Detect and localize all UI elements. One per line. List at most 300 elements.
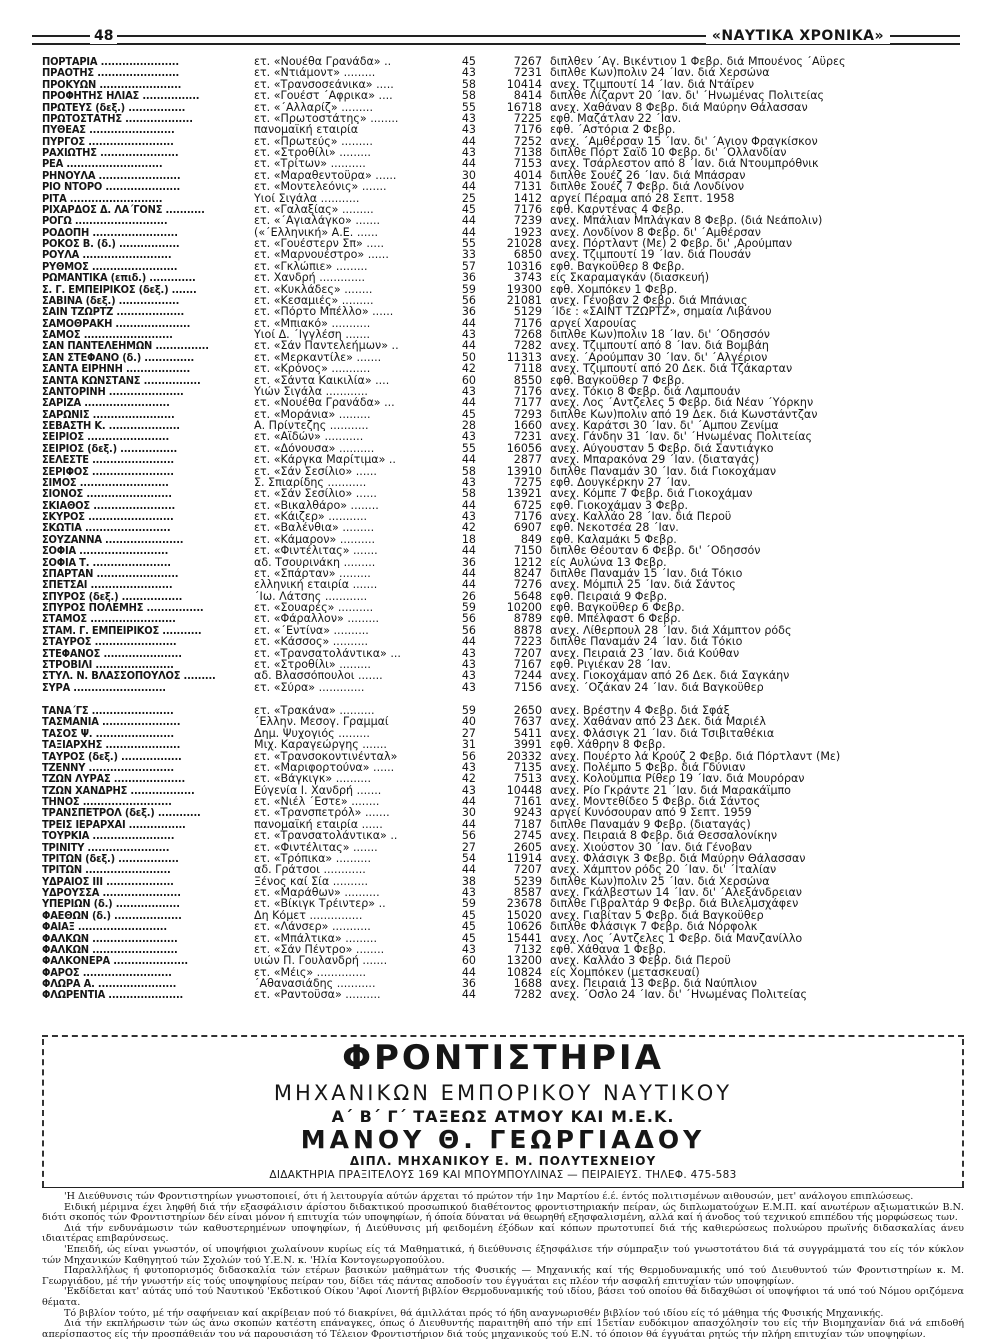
ship-code: 44: [461, 636, 476, 648]
ship-code: 42: [461, 363, 476, 375]
ship-code: 44: [461, 317, 476, 329]
ad-subtitle: ΜΗΧΑΝΙΚΩΝ ΕΜΠΟΡΙΚΟΥ ΝΑΥΤΙΚΟΥ: [273, 1081, 733, 1105]
ship-tonnage: 7176: [513, 317, 542, 329]
ship-name: ΣΠΥΡΟΣ ΠΟΛΕΜΗΣ ................: [42, 602, 204, 614]
ship-status: είς Χομπόκεν (μετασκευαί): [550, 966, 700, 978]
ship-owner: ετ. «Βαλένθια» .........: [254, 522, 375, 534]
table-row: [42, 921, 962, 932]
ad-paragraph: 'Η Διεύθυνσις τών Φροντιστηρίων γνωστοποιεί, ότι ή λειτουργία αύτών άρχεται τό πρώτον τήν 1ην Μαρτίου έ.έ. έντός πολιτισμένων αιθουσών, μετ' ανάλογου επιπλώσεως.: [64, 1191, 914, 1202]
ship-status: εφθ. Νεκοτσέα 28 ΄Ιαν.: [550, 522, 679, 534]
ship-code: 36: [461, 556, 476, 568]
ship-owner: ετ. «Μαριφορτούνα» ......: [254, 761, 395, 774]
ship-code: 44: [461, 181, 476, 193]
ship-tonnage: 20332: [506, 750, 542, 762]
table-row: [42, 500, 962, 511]
ship-owner: ετ. «΄Αγιαλάγκο» .......: [254, 215, 381, 227]
ship-name: ΣΑΝΤΑ ΕΙΡΗΝΗ ..................: [42, 363, 191, 375]
ship-tonnage: 7223: [513, 636, 542, 648]
ship-owner: ετ. «Γαλαξίας» .........: [254, 203, 374, 216]
ship-owner: ετ. «Μέις» ..............: [254, 966, 367, 978]
ad-degree: ΔΙΠΛ. ΜΗΧΑΝΙΚΟΥ Ε. Μ. ΠΟΛΥΤΕΧΝΕΙΟΥ: [349, 1154, 657, 1168]
ship-owner: ετ. «Τρανσοσεάνικα» .....: [254, 78, 394, 91]
ship-name: ΤΡΑΝΣΠΕΤΡΟΛ (δεξ.) ............: [42, 807, 201, 819]
ship-owner: ετ. «Σάν Πέντρο» ........: [254, 943, 385, 956]
ship-owner: ετ. «Τρανσπετρόλ» .......: [254, 807, 390, 819]
ship-tonnage: 8414: [513, 90, 542, 102]
table-row: [42, 751, 962, 762]
ad-address: ΔΙΔΑΚΤΗΡΙΑ ΠΡΑΞΙΤΕΛΟΥΣ 169 ΚΑΙ ΜΠΟΥΜΠΟΥΛΙΝΑΣ — ΠΕΙΡΑΙΕΥΣ. ΤΗΛΕΦ. 475-583: [269, 1169, 737, 1181]
ship-tonnage: 7207: [513, 647, 542, 659]
ship-status: διπλθε Κων)πολιν 25 ΄Ιαν. διά Χερσώνα: [550, 875, 770, 887]
ship-tonnage: 13921: [506, 488, 542, 500]
table-row: [42, 238, 962, 249]
ship-owner: ετ. «Κυκλάδες» ........: [254, 283, 373, 295]
table-row: [42, 557, 962, 568]
ship-owner: («΄Ελληνική» Α.Ε. ......: [254, 226, 379, 238]
table-row: [42, 306, 962, 317]
ship-name: ΣΑΝΤΟΡΙΝΗ .....................: [42, 385, 184, 398]
ship-name: Σ. Γ. ΕΜΠΕΙΡΙΚΟΣ (δεξ.) .......: [42, 283, 197, 295]
ship-code: 43: [461, 943, 476, 956]
ship-owner: ετ. «Μερκαντίλε» .......: [254, 351, 382, 364]
ship-owner: ετ. «Κάσσος» ..........: [254, 636, 369, 648]
table-row: [42, 318, 962, 329]
table-row: [42, 147, 962, 158]
ship-tonnage: 7282: [513, 340, 542, 352]
ship-status: ανεχ. Λονδίνον 8 Φεβρ. δι' ΄Αμθέρσαν: [550, 226, 761, 238]
ship-tonnage: 7135: [513, 761, 542, 774]
ship-code: 42: [461, 773, 476, 785]
ship-owner: ετ. «Μοράνια» .........: [254, 408, 371, 420]
ship-tonnage: 1212: [513, 556, 542, 568]
ship-status: διπλθεν ΄Αγ. Βικέντιον 1 Φεβρ. διά Μπουένος ΄Αϋρες: [550, 56, 846, 68]
ship-code: 40: [461, 716, 476, 728]
ship-code: 45: [461, 203, 476, 216]
ship-code: 55: [461, 442, 476, 455]
ship-code: 59: [461, 705, 476, 717]
ship-name: ΣΤΥΛ. Ν. ΒΛΑΣΣΟΠΟΥΛΟΣ .........: [42, 670, 216, 682]
table-row: [42, 545, 962, 556]
ship-name: ΣΕΛΕΣΤΕ .......................: [42, 454, 174, 466]
ship-status: αργεί Πέραμα από 28 Σεπτ. 1958: [550, 192, 735, 204]
ship-owner: Σ. Σπιαρίδης ...........: [254, 476, 367, 489]
ship-status: ανεχ. Καλλάο 3 Φεβρ. διά Περοΰ: [550, 955, 731, 967]
ship-code: 43: [461, 431, 476, 443]
ship-name: ΣΟΦΙΑ .........................: [42, 545, 169, 557]
ship-code: 43: [461, 647, 476, 659]
ship-owner: ετ. «Πρωτοστάτης» ........: [254, 112, 399, 125]
table-row: [42, 409, 962, 420]
ship-name: ΥΠΕΡΙΩΝ (δ.) ..................: [42, 898, 180, 910]
ship-name: ΣΑΜΟΣ .........................: [42, 329, 173, 341]
table-row: [42, 659, 962, 670]
ship-tonnage: 849: [520, 533, 542, 546]
ship-status: εφθ. Καρντένας 4 Φεβρ.: [550, 203, 685, 216]
journal-title: «ΝΑΥΤΙΚΑ ΧΡΟΝΙΚΑ»: [706, 28, 890, 44]
table-row: [42, 534, 962, 545]
table-row: [42, 716, 962, 727]
ship-name: ΤΑΞΙΑΡΧΗΣ .....................: [42, 739, 181, 751]
ship-tonnage: 10824: [506, 966, 542, 978]
table-row: [42, 830, 962, 841]
ad-paragraph: Ειδική μέριμνα έχει ληφθή διά τήν εξασφάλισιν άρίστου διδακτικού προσωπικού διαθέτοντος φροντιστηριακήν πείραν, ώς διπλωματούχων Ε.Μ.Π. καί ανωτέρων αξιωματικών Β.Ν. διότι σκοπός τών Φροντιστηρίων δέν είναι μόνον ή επιτυχία τών υποψηφίων, ή όποία δύναται νά θεωρηθή εξησφαλισμένη, αλλά καί ή άνοδος τού τεχνικού επιπέδου τής μορφώσεως των.: [42, 1201, 964, 1224]
ship-tonnage: 8789: [513, 613, 542, 625]
ship-code: 43: [461, 761, 476, 774]
ship-status: διπλθε Παναμάν 30 ΄Ιαν. διά Γιοκοχάμαν: [550, 465, 777, 477]
ship-status: εφθ. Βαγκοΰθερ 6 Φεβρ.: [550, 602, 685, 614]
ship-code: 44: [461, 135, 476, 147]
ship-status: ανεχ. Μπάλιαν Μπλάγκαν 8 Φεβρ. (διά Νεάπολιν): [550, 215, 823, 227]
ship-status: διπλθε Παναμάν 15 ΄Ιαν. διά Τόκιο: [550, 567, 743, 580]
ship-status: εφθ. Βαγκοΰθερ 8 Φεβρ.: [550, 260, 685, 273]
ship-name: ΣΕΒΑΣΤΗ Κ. ....................: [42, 420, 180, 432]
ship-tonnage: 10448: [506, 784, 542, 796]
ship-code: 56: [461, 613, 476, 625]
ship-tonnage: 6850: [513, 249, 542, 261]
ship-status: ανεχ. Αύγουσταν 5 Φεβρ. διά Σαντιάγκο: [550, 442, 774, 455]
table-row: [42, 705, 962, 716]
ship-owner: ΄Ιω. Λάτσης ............: [254, 590, 368, 602]
ship-status: ανεχ. Λίθερπουλ 28 ΄Ιαν. διά Χάμπτον ρόδς: [550, 624, 792, 637]
ship-tonnage: 4014: [513, 169, 542, 182]
table-row: [42, 227, 962, 238]
ship-status: ανεχ. Γκάλβεστων 14 ΄Ιαν. δι' ΄Αλεξάνδρειαν: [550, 887, 802, 899]
ship-code: 18: [461, 533, 476, 546]
ship-status: είς Αυλώνα 13 Φεβρ.: [550, 556, 667, 568]
ship-name: ΠΥΘΕΑΣ ........................: [42, 124, 175, 136]
ship-name: ΡΟΔΟΠΗ ........................: [42, 226, 178, 238]
ship-owner: ετ. «Σάν Σεσίλιο» ......: [254, 488, 377, 500]
ship-code: 38: [461, 875, 476, 887]
ship-status: ανεχ. Φλάσιγκ 21 ΄Ιαν. διά Τσιβιταθέκια: [550, 727, 775, 740]
ship-code: 45: [461, 932, 476, 944]
ship-tonnage: 7207: [513, 864, 542, 876]
ship-tonnage: 16056: [506, 442, 542, 455]
ad-top-border: [42, 1035, 964, 1037]
ship-tonnage: 7268: [513, 329, 542, 341]
ship-status: ανεχ. Πειραιά 23 ΄Ιαν. διά Κούθαν: [550, 647, 740, 659]
table-row: [42, 284, 962, 295]
ship-name: ΤΑΝΑ΄ΓΣ .......................: [42, 705, 174, 717]
ship-tonnage: 2877: [513, 454, 542, 466]
ship-owner: ετ. «Σάν Παντελεήμων» ..: [254, 340, 399, 352]
ship-name: ΤΡΙΝΙΤΥ .......................: [42, 841, 170, 853]
ship-tonnage: 6907: [513, 522, 542, 534]
ship-tonnage: 7293: [513, 408, 542, 420]
table-row: [42, 785, 962, 796]
ship-tonnage: 9243: [513, 807, 542, 819]
ship-name: ΣΠΑΡΤΑΝ .......................: [42, 567, 179, 580]
ship-owner: ετ. «Νιέλ ΄Εστε» ........: [254, 796, 380, 808]
ship-code: 43: [461, 670, 476, 682]
ship-status: ανεχ. Βρέστην 4 Φεβρ. διά Σφάξ: [550, 705, 730, 717]
ship-tonnage: 10316: [506, 260, 542, 273]
table-row: [42, 728, 962, 739]
ship-code: 43: [461, 385, 476, 398]
table-row: [42, 978, 962, 989]
ship-tonnage: 15020: [506, 909, 542, 922]
table-row: [42, 79, 962, 90]
ship-status: ανεχ. Μπαρακόνα 29 ΄Ιαν. (διαταγάς): [550, 454, 760, 466]
ship-code: 33: [461, 249, 476, 261]
table-row: [42, 420, 962, 431]
ship-name: ΣΕΙΡΙΟΣ .......................: [42, 431, 170, 443]
ad-classes: Α΄ Β΄ Γ΄ ΤΑΞΕΩΣ ΑΤΜΟΥ ΚΑΙ Μ.Ε.Κ.: [331, 1107, 675, 1126]
ship-name: ΡΩΜΑΝΤΙΚΑ (επιδ.) .............: [42, 272, 196, 284]
ship-code: 44: [461, 796, 476, 808]
ship-status: διπλθε Φλάσιγκ 7 Φεβρ. διά Νόρφολκ: [550, 921, 758, 933]
ship-status: εφθ. Δουγκέρκην 27 ΄Ιαν.: [550, 476, 691, 489]
table-row: [42, 193, 962, 204]
ship-tonnage: 13910: [506, 465, 542, 477]
ship-owner: ετ. «Τρανσατολάντικα» ...: [254, 647, 401, 659]
ship-tonnage: 7513: [513, 773, 542, 785]
ship-name: ΤΑΣΟΣ Ψ. ......................: [42, 727, 174, 740]
ship-status: ανεχ. Καλλάο 28 ΄Ιαν. διά Περοΰ: [550, 511, 732, 523]
ship-code: 43: [461, 887, 476, 899]
table-row: [42, 807, 962, 818]
ship-tonnage: 7637: [513, 716, 542, 728]
ad-paragraph: Παραλλήλως ή φυτοπορισμός διδασκαλία τών ετέρων βασικών μαθημάτων τής Φυσικής — Μηχανικής καί τής Θερμοδυναμικής υπό τού Διευθυντού τών Φροντιστηρίων κ. Μ. Γεωργιάδου, μέ τήν γνωστήν είς τούς υποψηφίους πείραν του, δίδει τάς πάντας αποδοσίν του έγγυάται εις πλέον τήν ασφαλή επιτυχίαν τών υποψηφίων.: [42, 1265, 964, 1287]
ship-owner: ετ. «Σπάρταν» .........: [254, 567, 371, 580]
ship-status: ανεχ. Χάμπτον ρόδς 20 ΄Ιαν. δι' ΄Ιταλίαν: [550, 864, 777, 876]
ship-name: ΡΟΥΛΑ .........................: [42, 249, 172, 261]
ship-tonnage: 7239: [513, 215, 542, 227]
ship-name: ΡΙΟ ΝΤΟΡΟ .....................: [42, 181, 181, 193]
ship-tonnage: 7244: [513, 670, 542, 682]
table-row: [42, 386, 962, 397]
ship-name: ΣΑΡΩΝΙΣ .......................: [42, 408, 175, 420]
ship-tonnage: 10626: [506, 921, 542, 933]
table-row: [42, 682, 962, 693]
ship-code: 44: [461, 545, 476, 557]
ship-tonnage: 2650: [513, 705, 542, 717]
ship-tonnage: 2605: [513, 841, 542, 853]
table-row: [42, 625, 962, 636]
ship-name: ΤΟΥΡΚΙΑ .......................: [42, 830, 175, 842]
ship-name: ΣΑΝ ΣΤΕΦΑΝΟ (δ.) ..............: [42, 351, 195, 364]
ship-tonnage: 10414: [506, 78, 542, 91]
ship-status: ανεχ. Κόμπε 7 Φεβρ. διά Γιοκοχάμαν: [550, 488, 753, 500]
ship-code: 31: [461, 739, 476, 751]
ship-tonnage: 7150: [513, 545, 542, 557]
ship-status: εφθ. ΄Αστόρια 2 Φεβρ.: [550, 124, 676, 136]
ship-code: 43: [461, 329, 476, 341]
ship-name: ΠΥΡΓΟΣ ........................: [42, 135, 174, 147]
ship-status: ανεχ. Γένοβαν 2 Φεβρ. διά Μπάνιας: [550, 294, 748, 307]
ship-code: 43: [461, 124, 476, 136]
table-row: [42, 773, 962, 784]
ship-name: ΡΟΓΩ ..........................: [42, 215, 168, 227]
table-row: [42, 340, 962, 351]
ship-status: διπλθε Λίζαρντ 20 ΄Ιαν. δι' ΄Ηνωμένας Πολιτείας: [550, 90, 825, 102]
ship-owner: ετ. «Βίκιγκ Τρέιντερ» ..: [254, 898, 386, 910]
ship-status: ανεχ. Λος ΄Αντζελες 1 Φεβρ. διά Μανζανίλλο: [550, 932, 803, 944]
table-row: [42, 762, 962, 773]
ship-name: ΦΑΕΘΩΝ (δ.) ...................: [42, 909, 182, 922]
ship-owner: Μιχ. Καραγεώργης .......: [254, 739, 387, 751]
ship-status: ανεχ. Μόμπιλ 25 ΄Ιαν. διά Σάντος: [550, 579, 736, 591]
ship-status: ανεχ. ΄Αμθέρσαν 15 ΄Ιαν. δι' ΄Αγιον Φραγκίσκον: [550, 135, 818, 147]
ship-name: ΣΑΒΙΝΑ (δεξ.) .................: [42, 294, 180, 307]
ship-status: εφθ. Μαζάτλαν 22 ΄Ιαν.: [550, 112, 682, 125]
ship-owner: ετ. «Δόνουσα» ..........: [254, 442, 375, 455]
ship-status: ανεχ. Πόρτλαντ (Με) 2 Φεβρ. δι' ,Αρούμπαν: [550, 238, 793, 250]
ship-status: εφθ. Καλαμάκι 5 Φεβρ.: [550, 533, 677, 546]
ship-code: 43: [461, 147, 476, 159]
ship-status: διπλθε Κων)πολιν 24 ΄Ιαν. διά Χερσώνα: [550, 67, 770, 79]
ship-name: ΦΑΡΟΣ .........................: [42, 966, 172, 978]
ship-code: 58: [461, 465, 476, 477]
table-row: [42, 591, 962, 602]
table-row: [42, 261, 962, 272]
ship-name: ΣΑΝ ΠΑΝΤΕΛΕΗΜΩΝ ...............: [42, 340, 209, 352]
page-number: 48: [90, 28, 117, 44]
ship-tonnage: 3743: [513, 272, 542, 284]
ship-owner: Εύγενία Ι. Χανδρή .......: [254, 784, 382, 796]
ship-owner: Υιών Σιγάλα ............: [254, 385, 368, 398]
table-row: [42, 967, 962, 978]
ad-paragraph: Διά τήν εκπλήρωσιν τών ώς άνω σκοπών κατέστη επάναγκες, όπως ό Διευθυντής παραιτηθή από τήν επί 15ετίαν ευδόκιμον απασχόλησίν του είς τήν Βιομηχανίαν διά νά επιδοθή απερίσπαστος είς τήν προσπάθειάν του νά παρουσιάση τό Τέλειον Φροντιστήριον διά τούς μηχανικούς τού Ε.Ν. τό όποιον θά έγγυάται ρητώς τήν πλήρη επιτυχίαν τών υποψηφίων.: [42, 1318, 964, 1340]
ship-status: ανεχ. ΄Οσλο 24 ΄Ιαν. δι' ΄Ηνωμένας Πολιτείας: [550, 989, 807, 1001]
ship-code: 44: [461, 567, 476, 580]
ship-owner: ετ. «Γουέστερν Σπ» .....: [254, 238, 385, 250]
ship-status: εφθ. Γιοκοχάμαν 3 Φεβρ.: [550, 499, 688, 511]
ship-owner: ετ. «Πόρτο Μπέλλο» ......: [254, 306, 394, 318]
ship-owner: ετ. «Ραντοΰσα» ..........: [254, 989, 381, 1001]
table-row: [42, 876, 962, 887]
table-row: [42, 944, 962, 955]
ship-code: 55: [461, 101, 476, 113]
ship-name: ΣΤΡΟΒΙΛΙ ......................: [42, 658, 174, 671]
ship-name: ΣΚΥΡΟΣ ........................: [42, 511, 174, 523]
table-row: [42, 363, 962, 374]
ship-name: ΤΡΙΤΩΝ (δεξ.) .................: [42, 852, 179, 865]
ship-tonnage: 3991: [513, 739, 542, 751]
ship-name: ΣΤΕΦΑΝΟΣ ......................: [42, 647, 182, 659]
ship-owner: ετ. «Ντιάμοντ» .........: [254, 67, 376, 79]
ship-name: ΡΗΝΟΥΛΑ .......................: [42, 169, 181, 182]
ship-tonnage: 1688: [513, 978, 542, 990]
ship-name: ΡΕΑ ...........................: [42, 158, 163, 170]
ship-status: ανεχ. Πολέμπο 5 Φεβρ. διά Γδύνιαν: [550, 761, 746, 774]
ship-tonnage: 5129: [513, 306, 542, 318]
ship-tonnage: 7176: [513, 124, 542, 136]
ship-code: 59: [461, 898, 476, 910]
table-row: [42, 989, 962, 1000]
ship-owner: πανομαϊκή εταιρία ......: [254, 818, 383, 831]
ad-paragraph: 'Εκδίδεται κατ' αύτάς υπό τού Ναυτικού 'Εκδοτικού Οίκου 'Αφοί Λιοντή βιβλίον Θερμοδυναμικής τού ιδίου, βάσει τού οποίου θά διδαχθώσι οί υποψήφιοι τά υπό τού Νόμου οριζόμενα θέματα.: [42, 1286, 964, 1308]
ship-name: ΣΚΩΤΙΑ ........................: [42, 522, 171, 534]
ship-code: 44: [461, 340, 476, 352]
ship-owner: ετ. Χανδρή .............: [254, 272, 366, 284]
ship-tonnage: 16718: [506, 101, 542, 113]
ship-status: ανεχ. Φλάσιγκ 3 Φεβρ. διά Μαύρην Θάλασσαν: [550, 852, 806, 865]
ship-owner: πανομαϊκή εταιρία: [254, 124, 359, 136]
ship-tonnage: 7176: [513, 385, 542, 398]
ship-name: ΡΟΚΟΣ Β. (δ.) .................: [42, 238, 180, 250]
ship-owner: ετ. «Κάμαρον» ..........: [254, 533, 376, 546]
ship-tonnage: 7138: [513, 147, 542, 159]
ship-owner: Δημ. Ψυχογιός .........: [254, 727, 370, 740]
table-row: [42, 579, 962, 590]
ship-tonnage: 7252: [513, 135, 542, 147]
ship-status: ανεχ. Λος ΄Αντζελες 5 Φεβρ. διά Νέαν ΄Υόρκην: [550, 397, 814, 409]
ship-name: ΤΖΩΝ ΛΥΡΑΣ ....................: [42, 773, 185, 785]
ship-name: ΡΙΧΑΡΔΟΣ Δ. ΛΑ΄ΓΟΝΣ ...........: [42, 203, 205, 216]
ship-owner: ετ. «Τρανσοκοντινένταλ»: [254, 750, 398, 762]
ship-owner: ετ. «΄Αλλαρίζ» .........: [254, 101, 373, 113]
ship-code: 28: [461, 420, 476, 432]
ship-code: 36: [461, 306, 476, 318]
ship-tonnage: 7231: [513, 431, 542, 443]
ship-status: ανεχ. Χαθάναν από 23 Δεκ. διά Μαριέλ: [550, 716, 766, 728]
ship-status: αργεί Χαρουίας: [550, 317, 637, 329]
ship-tonnage: 7176: [513, 511, 542, 523]
ship-owner: ετ. «Μαρνουέστρο» ......: [254, 249, 389, 261]
ship-code: 54: [461, 852, 476, 865]
ship-code: 55: [461, 238, 476, 250]
ship-tonnage: 7176: [513, 203, 542, 216]
ship-tonnage: 7225: [513, 112, 542, 125]
ship-name: ΤΗΝΟΣ .........................: [42, 796, 172, 808]
ship-owner: ετ. «Σάντα Καικιλία» ....: [254, 374, 390, 386]
ship-code: 44: [461, 226, 476, 238]
ad-body-text: [42, 1192, 964, 1340]
ad-title: ΦΡΟΝΤΙΣΤΗΡΙΑ: [342, 1038, 664, 1078]
ship-owner: ετ. «΄Εντίνα» ..........: [254, 624, 369, 637]
ship-owner: Ξένος καί Σία ..........: [254, 875, 369, 887]
table-row: [42, 853, 962, 864]
ship-code: 57: [461, 260, 476, 273]
table-row: [42, 272, 962, 283]
table-row: [42, 170, 962, 181]
ship-owner: ετ. «Στροθίλι» .........: [254, 147, 371, 159]
table-row: [42, 670, 962, 681]
ship-tonnage: 21081: [506, 294, 542, 307]
ship-name: ΣΠΕΤΣΑΙ .......................: [42, 579, 173, 591]
table-row: [42, 443, 962, 454]
ship-name: ΣΑΡΙΖΑ ........................: [42, 397, 170, 409]
ship-name: ΦΑΙΑΞ .........................: [42, 921, 167, 933]
ship-name: ΠΡΑΟΤΗΣ .......................: [42, 67, 180, 79]
ship-code: 45: [461, 408, 476, 420]
ship-status: ανεχ. Πουέρτο λά Κρούζ 2 Φεβρ. διά Πόρτλαντ (Με): [550, 750, 841, 762]
ship-name: ΠΡΟΦΗΤΗΣ ΗΛΙΑΣ ................: [42, 90, 200, 102]
ship-status: εφθ. Ριγιέκαν 28 ΄Ιαν.: [550, 658, 671, 671]
ship-name: ΣΟΦΙΑ Τ. ......................: [42, 556, 171, 568]
ship-owner: ετ. «Πρωτεύς» .........: [254, 135, 373, 147]
table-row: [42, 158, 962, 169]
table-row: [42, 648, 962, 659]
table-row: [42, 67, 962, 78]
ship-name: ΦΛΩΡΑ Α. ......................: [42, 978, 177, 990]
ship-status: ανεχ. Χιούστον 30 ΄Ιαν. διά Γένοβαν: [550, 841, 752, 853]
ship-owner: ετ. «Τρακάνα» ..........: [254, 705, 375, 717]
ship-code: 26: [461, 590, 476, 602]
ship-code: 58: [461, 78, 476, 91]
ship-tonnage: 7231: [513, 67, 542, 79]
ship-tonnage: 7132: [513, 943, 542, 956]
ship-status: ανεχ. Κολούμπια Ρίθερ 19 ΄Ιαν. διά Μουρόραν: [550, 773, 805, 785]
ship-owner: ετ. «Νουέθα Γρανάδα» ...: [254, 397, 395, 409]
ship-code: 30: [461, 169, 476, 182]
ship-status: διπλθε Σουέζ 26 ΄Ιαν. διά Μπάσραν: [550, 169, 746, 182]
ship-owner: αδ. Βλασσόπουλοι .......: [254, 670, 383, 682]
table-row: [42, 295, 962, 306]
advertisement: [42, 1035, 964, 1340]
ship-owner: ετ. «Τρανσατολάντικα» ..: [254, 830, 398, 842]
